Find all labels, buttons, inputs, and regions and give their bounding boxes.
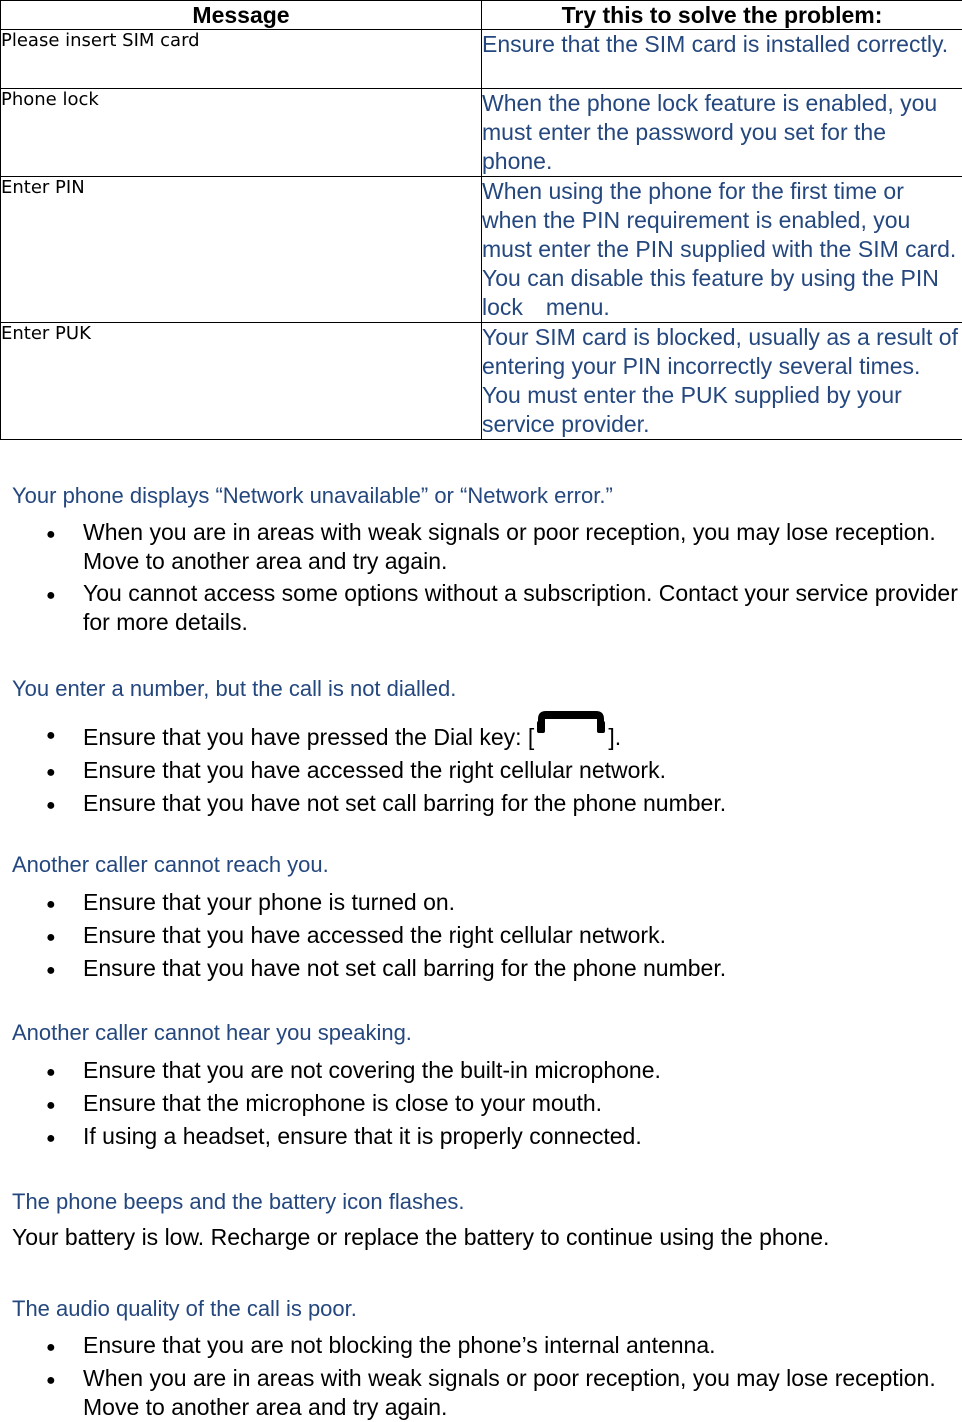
audio-quality-list [0, 1331, 958, 1422]
list-item: ● Ensure that you are not covering the built-in microphone. [0, 1056, 958, 1085]
section-audio-quality [12, 1296, 957, 1322]
bullet-icon: ● [46, 1339, 56, 1356]
list-item: ● You cannot access some options without a subscription. Contact your service provider for more details. [46, 580, 958, 635]
section-caller-cannot-hear [12, 1020, 957, 1046]
bullet-icon: ● [46, 1097, 56, 1114]
section-caller-cannot-reach [12, 852, 957, 878]
phone-handset-icon [534, 719, 608, 749]
message-cell: Phone lock [1, 89, 482, 177]
solution-cell: Ensure that the SIM card is installed correctly. [482, 30, 962, 89]
table-row [1, 89, 962, 177]
list-item: ● Ensure that you have not set call barring for the phone number. [0, 789, 958, 818]
bullet-icon: ● [46, 1130, 56, 1147]
list-item: ● When you are in areas with weak signals or poor reception, you may lose reception. Move to another area and try again. [46, 1365, 936, 1420]
bullet-icon: ● [46, 1372, 56, 1389]
solution-cell: When using the phone for the first time or when the PIN requirement is enabled, you must enter the PIN supplied with the SIM card. You can disable this feature by using the PIN lock menu. [482, 177, 962, 323]
bullet-icon: ● [46, 962, 56, 979]
bullet-icon: ● [46, 526, 56, 543]
caller-cannot-reach-list [0, 888, 958, 983]
section-heading: The audio quality of the call is poor. [12, 1296, 357, 1321]
section-heading: Your phone displays “Network unavailable” or “Network error.” [12, 483, 613, 508]
table-row [1, 30, 962, 89]
list-item: ● Ensure that you have accessed the right cellular network. [0, 756, 958, 785]
bullet-icon: ● [46, 764, 56, 781]
section-heading: The phone beeps and the battery icon flashes. [12, 1189, 465, 1214]
message-cell: Enter PUK [1, 323, 482, 440]
solution-cell: Your SIM card is blocked, usually as a result of entering your PIN incorrectly several times. You must enter the PUK supplied by your service provider. [482, 323, 962, 440]
column-header-solution: Try this to solve the problem: [482, 1, 962, 30]
list-item: ● Ensure that you have accessed the right cellular network. [0, 921, 958, 950]
list-item: ● Ensure that you have not set call barring for the phone number. [0, 954, 958, 983]
section-battery-flashes [12, 1189, 957, 1251]
message-cell: Enter PIN [1, 177, 482, 323]
network-error-list [0, 518, 958, 637]
list-item: ● Ensure that your phone is turned on. [0, 888, 958, 917]
call-not-dialled-list [0, 719, 958, 818]
bullet-icon: ● [46, 1064, 56, 1081]
list-item: ● When you are in areas with weak signals or poor reception, you may lose reception. Move to another area and try again. [46, 519, 936, 574]
list-item: ● Ensure that you are not blocking the phone’s internal antenna. [0, 1331, 958, 1360]
section-network-error [12, 483, 957, 509]
bullet-icon: ● [46, 727, 56, 744]
section-heading: Another caller cannot reach you. [12, 852, 329, 877]
bullet-icon: ● [46, 929, 56, 946]
table-row [1, 177, 962, 323]
table-header-row [1, 1, 962, 30]
list-item: ● Ensure that the microphone is close to your mouth. [0, 1089, 958, 1118]
solution-cell: When the phone lock feature is enabled, you must enter the password you set for the phone. [482, 89, 962, 177]
section-heading: You enter a number, but the call is not dialled. [12, 676, 457, 701]
list-item: ● If using a headset, ensure that it is properly connected. [0, 1122, 958, 1151]
section-call-not-dialled [12, 676, 957, 702]
bullet-icon: ● [46, 896, 56, 913]
message-cell: Please insert SIM card [1, 30, 482, 89]
list-item: ● Ensure that you have pressed the Dial key: [ ]. [0, 719, 958, 752]
bullet-icon: ● [46, 587, 56, 604]
column-header-message: Message [1, 1, 482, 30]
section-heading: Another caller cannot hear you speaking. [12, 1020, 412, 1045]
table-row [1, 323, 962, 440]
section-body-text: Your battery is low. Recharge or replace the battery to continue using the phone. [12, 1224, 830, 1250]
caller-cannot-hear-list [0, 1056, 958, 1151]
troubleshooting-table [0, 0, 962, 440]
bullet-icon: ● [46, 797, 56, 814]
